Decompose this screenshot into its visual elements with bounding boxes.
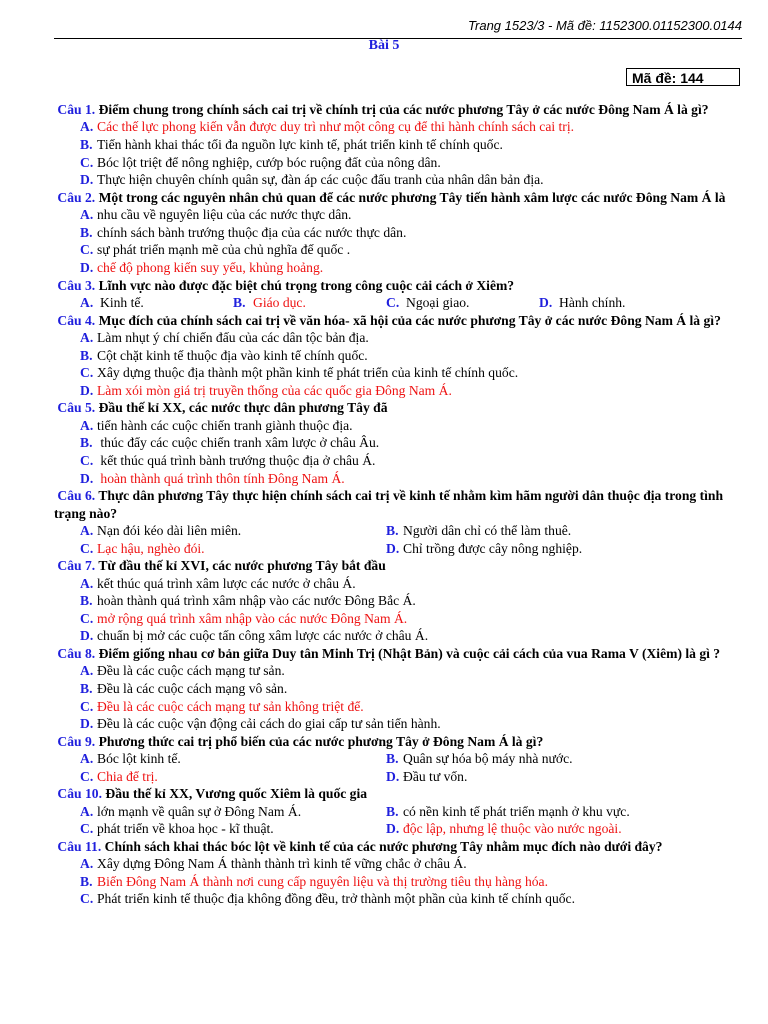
question-text: Điểm chung trong chính sách cai trị về chính trị của các nước phương Tây ở các nước Đông Nam Á là gì? xyxy=(98,102,709,117)
question-text: Đầu thế kỉ XX, các nước thực dân phương Tây đã xyxy=(98,400,388,416)
option-a[interactable] xyxy=(54,575,746,593)
question-list xyxy=(54,101,746,908)
option-a[interactable] xyxy=(54,417,746,435)
option-text: Chia để trị. xyxy=(97,768,158,784)
question-6 xyxy=(54,487,746,557)
option-c[interactable] xyxy=(80,540,386,558)
question-stem xyxy=(54,557,746,574)
question-stem xyxy=(54,733,746,750)
option-d[interactable] xyxy=(54,627,746,645)
option-a[interactable] xyxy=(54,206,746,224)
question-stem xyxy=(54,487,746,522)
option-c[interactable] xyxy=(54,610,746,628)
option-text: Đều là các cuộc cách mạng tư sản. xyxy=(97,663,285,679)
option-text: Bóc lột kinh tế. xyxy=(97,751,181,767)
option-text: chính sách bành trướng thuộc địa của các nước thực dân. xyxy=(97,224,407,240)
option-label: A. xyxy=(80,207,94,223)
question-number: Câu 2. xyxy=(57,189,96,205)
option-b[interactable] xyxy=(386,750,692,768)
option-d[interactable] xyxy=(54,715,746,733)
option-label: C. xyxy=(80,154,94,170)
option-text: lớn mạnh về quân sự ở Đông Nam Á. xyxy=(97,803,302,819)
question-stem xyxy=(54,312,746,329)
option-label: A. xyxy=(80,294,94,310)
question-number: Câu 1. xyxy=(57,102,96,117)
question-number: Câu 8. xyxy=(57,645,96,661)
option-text: Chỉ trồng được cây nông nghiệp. xyxy=(403,540,583,556)
question-7 xyxy=(54,557,746,645)
options-row xyxy=(54,750,746,768)
option-text: Làm xói mòn giá trị truyền thống của các quốc gia Đông Nam Á. xyxy=(97,382,452,398)
option-label: C. xyxy=(80,540,94,556)
option-text: Bóc lột triệt để nông nghiệp, cướp bóc ruộng đất của nông dân. xyxy=(97,154,441,170)
option-text: có nền kinh tế phát triển mạnh ở khu vực. xyxy=(403,803,630,819)
option-c[interactable] xyxy=(80,820,386,838)
question-text: Mục đích của chính sách cai trị về văn hóa- xã hội của các nước phương Tây ở các nước Đông Nam Á là gì? xyxy=(98,312,721,328)
option-label: C. xyxy=(80,365,94,381)
option-c[interactable] xyxy=(80,768,386,786)
option-text: hoàn thành quá trình thôn tính Đông Nam Á. xyxy=(97,470,345,486)
question-1 xyxy=(54,101,746,189)
option-text: Làm nhụt ý chí chiến đấu của các dân tộc bản địa. xyxy=(97,329,369,345)
option-label: C. xyxy=(80,610,94,626)
question-4 xyxy=(54,312,746,400)
question-stem xyxy=(54,785,746,802)
option-label: B. xyxy=(80,224,93,240)
option-text: chế độ phong kiến suy yếu, khủng hoảng. xyxy=(97,259,324,275)
option-b[interactable] xyxy=(54,347,746,365)
option-label: D. xyxy=(386,768,400,784)
question-text: Thực dân phương Tây thực hiện chính sách cai trị về kinh tế nhằm kìm hãm người dân thuộc địa trong tình trạng nào? xyxy=(54,488,724,521)
option-b[interactable] xyxy=(54,592,746,610)
option-text: mở rộng quá trình xâm nhập vào các nước Đông Nam Á. xyxy=(97,610,408,626)
question-text: Một trong các nguyên nhân chủ quan để các nước phương Tây tiến hành xâm lược các nước Đông Nam Á là xyxy=(98,189,726,205)
option-label: D. xyxy=(539,294,553,310)
option-b[interactable] xyxy=(233,294,386,312)
options-row xyxy=(54,522,746,540)
option-label: A. xyxy=(80,663,94,679)
question-9 xyxy=(54,733,746,786)
question-text: Đầu thế kỉ XX, Vương quốc Xiêm là quốc gia xyxy=(105,786,368,802)
option-text: thúc đẩy các cuộc chiến tranh xâm lược ở châu Âu. xyxy=(97,435,380,451)
question-11 xyxy=(54,838,746,908)
option-text: tiến hành các cuộc chiến tranh giành thuộc địa. xyxy=(97,417,353,433)
question-stem xyxy=(54,277,746,294)
question-text: Từ đầu thế kỉ XVI, các nước phương Tây bắt đầu xyxy=(98,558,386,574)
option-text: Xây dựng Đông Nam Á thành thành trì kinh tế vững chắc ở châu Á. xyxy=(97,856,467,872)
option-label: B. xyxy=(80,680,93,696)
option-d[interactable] xyxy=(539,294,692,312)
exam-code-box xyxy=(626,68,740,86)
option-text: Tiến hành khai thác tối đa nguồn lực kinh tế, phát triển kinh tế chính quốc. xyxy=(97,137,503,152)
option-label: B. xyxy=(233,294,246,310)
option-label: C. xyxy=(80,768,94,784)
option-label: A. xyxy=(80,329,94,345)
option-text: Xây dựng thuộc địa thành một phần kinh tế phát triển của kinh tế chính quốc. xyxy=(97,365,519,381)
option-text: Các thế lực phong kiến vẫn được duy trì như một công cụ để thi hành chính sách cai trị. xyxy=(97,119,575,135)
options-row xyxy=(54,540,746,558)
option-text: hoàn thành quá trình xâm nhập vào các nước Đông Bắc Á. xyxy=(97,593,416,609)
page-header xyxy=(54,18,742,39)
option-b[interactable] xyxy=(54,224,746,242)
option-label: B. xyxy=(80,873,93,889)
option-text: Biến Đông Nam Á thành nơi cung cấp nguyên liệu và thị trường tiêu thụ hàng hóa. xyxy=(97,873,548,889)
option-text: sự phát triển mạnh mẽ của chủ nghĩa đế quốc . xyxy=(97,242,351,258)
page-title: Bài 5 xyxy=(368,38,400,53)
option-c[interactable] xyxy=(54,364,746,382)
question-5 xyxy=(54,399,746,487)
option-c[interactable] xyxy=(54,698,746,716)
option-label: A. xyxy=(80,522,94,538)
option-text: Giáo dục. xyxy=(253,294,306,310)
option-b[interactable] xyxy=(54,136,746,154)
option-label: C. xyxy=(80,452,94,468)
option-label: C. xyxy=(80,821,94,837)
question-number: Câu 5. xyxy=(57,400,96,416)
option-b[interactable] xyxy=(54,434,746,452)
option-text: nhu cầu về nguyên liệu của các nước thực dân. xyxy=(97,207,352,223)
option-label: B. xyxy=(386,751,399,767)
option-c[interactable] xyxy=(54,154,746,172)
option-c[interactable] xyxy=(386,294,539,312)
option-a[interactable] xyxy=(54,855,746,873)
option-label: D. xyxy=(80,470,94,486)
question-number: Câu 6. xyxy=(57,488,96,504)
option-text: Đầu tư vốn. xyxy=(403,768,468,784)
option-b[interactable] xyxy=(386,522,692,540)
option-text: Đều là các cuộc cách mạng vô sản. xyxy=(97,680,288,696)
option-label: A. xyxy=(80,751,94,767)
option-d[interactable] xyxy=(54,382,746,400)
option-text: Đều là các cuộc vận động cải cách do giai cấp tư sản tiến hành. xyxy=(97,716,441,732)
option-label: B. xyxy=(80,435,93,451)
question-text: Chính sách khai thác bóc lột về kinh tế của các nước phương Tây nhằm mục đích nào dưới đây? xyxy=(104,838,663,854)
option-label: C. xyxy=(80,891,94,907)
option-label: A. xyxy=(80,119,94,135)
option-d[interactable] xyxy=(54,171,746,189)
option-text: độc lập, nhưng lệ thuộc vào nước ngoài. xyxy=(403,821,622,837)
option-c[interactable] xyxy=(54,890,746,908)
option-c[interactable] xyxy=(54,241,746,259)
question-number: Câu 7. xyxy=(57,558,96,574)
question-2 xyxy=(54,189,746,277)
options-row xyxy=(54,803,746,821)
question-stem xyxy=(54,189,746,206)
option-text: chuẩn bị mở các cuộc tấn công xâm lược các nước ở châu Á. xyxy=(97,628,429,644)
option-text: Hành chính. xyxy=(559,294,626,310)
question-8 xyxy=(54,645,746,733)
option-d[interactable] xyxy=(54,259,746,277)
option-label: B. xyxy=(80,347,93,363)
question-number: Câu 3. xyxy=(57,277,96,293)
option-text: kết thúc quá trình xâm lược các nước ở châu Á. xyxy=(97,575,356,591)
option-text: Người dân chỉ có thể làm thuê. xyxy=(403,522,572,538)
option-d[interactable] xyxy=(386,820,692,838)
question-stem xyxy=(54,838,746,855)
option-a[interactable] xyxy=(54,118,746,136)
option-label: D. xyxy=(386,821,400,837)
option-label: D. xyxy=(80,716,94,732)
option-label: B. xyxy=(80,593,93,609)
option-label: C. xyxy=(386,294,400,310)
option-text: Đều là các cuộc cách mạng tư sản không triệt để. xyxy=(97,698,364,714)
option-d[interactable] xyxy=(386,768,692,786)
question-number: Câu 9. xyxy=(57,733,96,749)
header-text: Trang 1523/3 - Mã đề: 1152300.01152300.0144 xyxy=(468,18,742,33)
option-label: D. xyxy=(80,628,94,644)
option-label: B. xyxy=(386,803,399,819)
option-label: A. xyxy=(80,856,94,872)
option-label: A. xyxy=(80,803,94,819)
option-d[interactable] xyxy=(54,470,746,488)
option-label: B. xyxy=(80,137,93,152)
option-a[interactable] xyxy=(80,750,386,768)
question-3 xyxy=(54,277,746,312)
option-text: Quân sự hóa bộ máy nhà nước. xyxy=(403,751,573,767)
option-text: phát triển về khoa học - kĩ thuật. xyxy=(97,821,274,837)
options-row xyxy=(54,768,746,786)
option-a[interactable] xyxy=(80,522,386,540)
options-row xyxy=(54,294,746,312)
option-text: Nạn đói kéo dài liên miên. xyxy=(97,522,242,538)
option-b[interactable] xyxy=(386,803,692,821)
options-row xyxy=(54,820,746,838)
option-a[interactable] xyxy=(80,803,386,821)
question-number: Câu 10. xyxy=(57,786,102,802)
option-a[interactable] xyxy=(80,294,233,312)
option-text: Lạc hậu, nghèo đói. xyxy=(97,540,205,556)
option-text: Kinh tế. xyxy=(100,294,144,310)
question-text: Phương thức cai trị phổ biến của các nước phương Tây ở Đông Nam Á là gì? xyxy=(98,733,544,749)
option-label: A. xyxy=(80,575,94,591)
option-label: B. xyxy=(386,522,399,538)
option-text: Phát triển kinh tế thuộc địa không đồng đều, trở thành một phần của kinh tế chính quốc. xyxy=(97,891,575,907)
question-stem xyxy=(54,645,746,662)
question-number: Câu 4. xyxy=(57,312,96,328)
option-text: Ngoại giao. xyxy=(406,294,470,310)
exam-code: Mã đề: 144 xyxy=(632,70,704,86)
option-label: D. xyxy=(80,259,94,275)
option-c[interactable] xyxy=(54,452,746,470)
option-label: D. xyxy=(80,382,94,398)
question-text: Lĩnh vực nào được đặc biệt chú trọng trong công cuộc cải cách ở Xiêm? xyxy=(98,277,515,293)
option-text: Cột chặt kinh tế thuộc địa vào kinh tế chính quốc. xyxy=(97,347,368,363)
question-10 xyxy=(54,785,746,838)
option-text: kết thúc quá trình bành trướng thuộc địa ở châu Á. xyxy=(97,452,376,468)
option-b[interactable] xyxy=(54,873,746,891)
question-stem xyxy=(54,399,746,416)
option-label: D. xyxy=(80,172,94,188)
question-number: Câu 11. xyxy=(57,838,102,854)
option-label: C. xyxy=(80,698,94,714)
option-d[interactable] xyxy=(386,540,692,558)
option-a[interactable] xyxy=(54,662,746,680)
option-label: D. xyxy=(386,540,400,556)
question-text: Điểm giống nhau cơ bản giữa Duy tân Minh Trị (Nhật Bản) và cuộc cải cách của vua Rama V (Xiêm) là gì ? xyxy=(98,645,721,661)
option-a[interactable] xyxy=(54,329,746,347)
question-stem xyxy=(54,101,746,118)
option-text: Thực hiện chuyên chính quân sự, đàn áp các cuộc đấu tranh của nhân dân bản địa. xyxy=(97,172,544,188)
option-label: C. xyxy=(80,242,94,258)
option-b[interactable] xyxy=(54,680,746,698)
option-label: A. xyxy=(80,417,94,433)
